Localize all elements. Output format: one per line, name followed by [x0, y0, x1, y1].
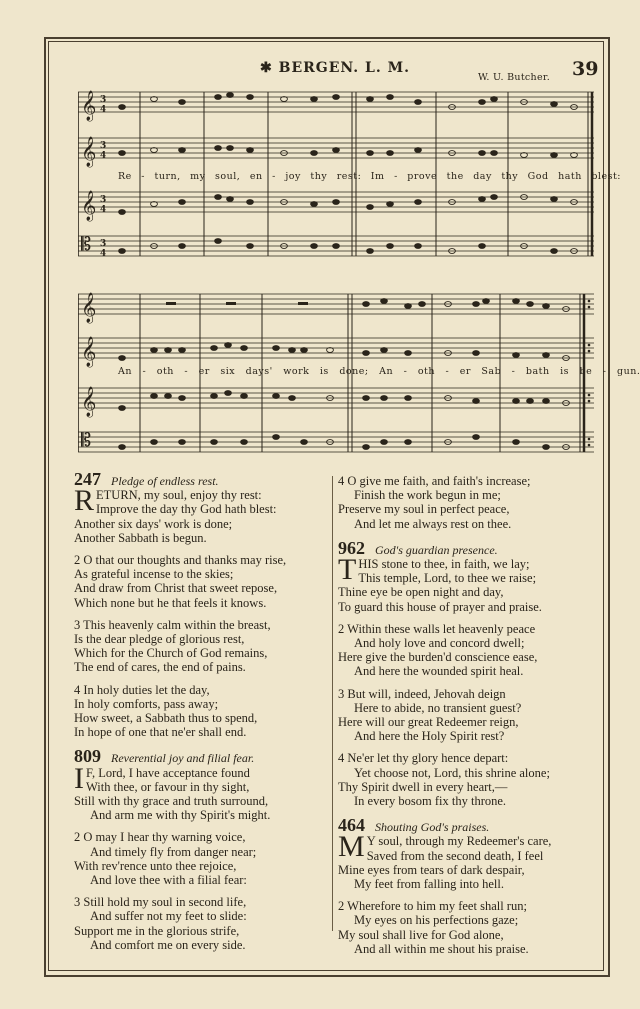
verse-line: 2 Wherefore to him my feet shall run; [338, 899, 527, 914]
svg-text:𝄞: 𝄞 [81, 137, 97, 167]
verse-line: In holy comforts, pass away; [74, 696, 219, 711]
verse-line: And arm me with thy Spirit's might. [90, 808, 271, 823]
svg-text:3: 3 [100, 239, 107, 249]
verse-line: 2 Within these walls let heavenly peace [338, 621, 536, 636]
verse-line: 2 O that our thoughts and thanks may rise, [74, 553, 287, 568]
verse-line: Y soul, through my Redeemer's care, [366, 834, 552, 849]
right-column [338, 472, 600, 956]
verse-line: And suffer not my feet to slide: [90, 909, 247, 924]
lyrics-line-1: Re - turn, my soul, en - joy thy rest: Im - prove the day thy God hath blest: [118, 171, 621, 182]
hymn-number: 809 [74, 746, 101, 767]
verse-line: 4 In holy duties let the day, [74, 682, 210, 697]
verse-line: How sweet, a Sabbath thus to spend, [74, 711, 258, 726]
verse-line: And timely fly from danger near; [90, 844, 257, 859]
verse-line: Thine eye be open night and day, [338, 585, 504, 600]
hymn-title: Shouting God's praises. [375, 820, 490, 835]
verse-line: And holy love and concord dwell; [354, 636, 525, 651]
verse-line: Another six days' work is done; [74, 516, 233, 531]
verse-line: The end of cares, the end of pains. [74, 660, 246, 675]
verse-line: 3 Still hold my soul in second life, [74, 895, 247, 910]
hymn-962 [338, 537, 600, 809]
svg-text:4: 4 [100, 249, 107, 259]
drop-cap: M [338, 830, 365, 864]
svg-text:3: 3 [100, 195, 107, 205]
verse-line: My eyes on his perfections gaze; [354, 913, 519, 928]
verse-line: Which none but he that feels it knows. [74, 595, 267, 610]
hymn-title: Pledge of endless rest. [111, 474, 219, 488]
hymn-title: Reverential joy and filial fear. [111, 751, 255, 766]
verse-line: Preserve my soul in perfect peace, [338, 502, 510, 517]
svg-text:3: 3 [100, 95, 107, 105]
verse-line: 3 This heavenly calm within the breast, [74, 617, 271, 632]
page-number: 39 [572, 58, 599, 80]
hymn-continuation [338, 474, 600, 531]
verse-line: Here give the burden'd conscience ease, [338, 650, 538, 665]
verse-line: And draw from Christ that sweet repose, [74, 581, 278, 596]
verse-line: Is the dear pledge of glorious rest, [74, 632, 245, 647]
verse-line: In every bosom fix thy throne. [354, 794, 507, 809]
verse-line: And all within me shout his praise. [354, 941, 529, 956]
hymn-number: 962 [338, 537, 365, 558]
verse-line: With thee, or favour in thy sight, [86, 779, 250, 794]
verse-line: 4 O give me faith, and faith's increase; [338, 474, 531, 488]
verse-line: And love thee with a filial fear: [90, 873, 247, 888]
verse-line: Improve the day thy God hath blest: [96, 502, 277, 517]
verse-line: My feet from falling into hell. [354, 877, 504, 892]
verse-line: Finish the work begun in me; [354, 488, 501, 503]
verse-line: In hope of one that ne'er shall end. [74, 725, 247, 740]
verse-line: Thy Spirit dwell in every heart,— [338, 779, 508, 794]
svg-text:𝄡: 𝄡 [81, 234, 92, 255]
left-column [74, 470, 330, 952]
verse-line: And here the Holy Spirit rest? [354, 729, 505, 744]
verse-line: And here the wounded spirit heal. [354, 664, 524, 679]
verse-line: Here to abide, no transient guest? [354, 700, 522, 715]
verse-line: 2 O may I hear thy warning voice, [74, 830, 246, 845]
hymn-number: 464 [338, 815, 365, 836]
verse-line: To guard this house of prayer and praise. [338, 599, 542, 614]
verse-line: ETURN, my soul, enjoy thy rest: [96, 488, 262, 503]
verse-line: And let me always rest on thee. [354, 516, 512, 531]
svg-text:𝄞: 𝄞 [81, 91, 97, 121]
hymn-247 [74, 469, 330, 740]
verse-line: 3 But will, indeed, Jehovah deign [338, 686, 506, 701]
svg-text:4: 4 [100, 205, 107, 215]
verse-line: Still with thy grace and truth surround, [74, 794, 269, 809]
verse-line: Another Sabbath is begun. [74, 530, 207, 545]
drop-cap: R [74, 484, 95, 518]
verse-line: This temple, Lord, to thee we raise; [358, 571, 537, 586]
verse-line: F, Lord, I have acceptance found [86, 765, 250, 780]
verse-line: Support me in the glorious strife, [74, 923, 240, 938]
tune-title: ✱ BERGEN. L. M. [260, 60, 410, 76]
verse-line: HIS stone to thee, in faith, we lay; [358, 557, 530, 572]
verse-line: With rev'rence unto thee rejoice, [74, 858, 237, 873]
verse-line: Here will our great Redeemer reign, [338, 715, 519, 730]
verse-line: My soul shall live for God alone, [338, 927, 504, 942]
verse-line: Mine eyes from tears of dark despair, [338, 862, 525, 877]
verse-line: And comfort me on every side. [90, 937, 246, 952]
verse-line: As grateful incense to the skies; [74, 567, 234, 582]
svg-text:𝄞: 𝄞 [81, 387, 97, 417]
drop-cap: I [74, 761, 84, 795]
hymn-title: God's guardian presence. [375, 542, 498, 557]
verse-line: Saved from the second death, I feel [366, 848, 544, 863]
svg-text:4: 4 [100, 151, 107, 161]
lyrics-line-2: An - oth - er six days' work is done; An - oth - er Sab - bath is be - gun. [118, 366, 640, 377]
svg-text:𝄡: 𝄡 [81, 430, 92, 451]
composer-credit: W. U. Butcher. [478, 72, 551, 83]
staff-2-1 [78, 294, 594, 314]
column-divider [332, 476, 333, 931]
hymn-number: 247 [74, 469, 101, 489]
hymn-809 [74, 746, 330, 952]
svg-text:𝄞: 𝄞 [81, 191, 97, 221]
svg-text:𝄞: 𝄞 [81, 293, 97, 323]
drop-cap: T [338, 553, 357, 587]
svg-text:𝄞: 𝄞 [81, 337, 97, 367]
verse-line: 4 Ne'er let thy glory hence depart: [338, 751, 509, 766]
svg-text:3: 3 [100, 141, 107, 151]
verse-line: Yet choose not, Lord, this shrine alone; [354, 765, 550, 780]
svg-text:4: 4 [100, 105, 107, 115]
hymn-464 [338, 815, 600, 956]
verse-line: Which for the Church of God remains, [74, 646, 268, 661]
